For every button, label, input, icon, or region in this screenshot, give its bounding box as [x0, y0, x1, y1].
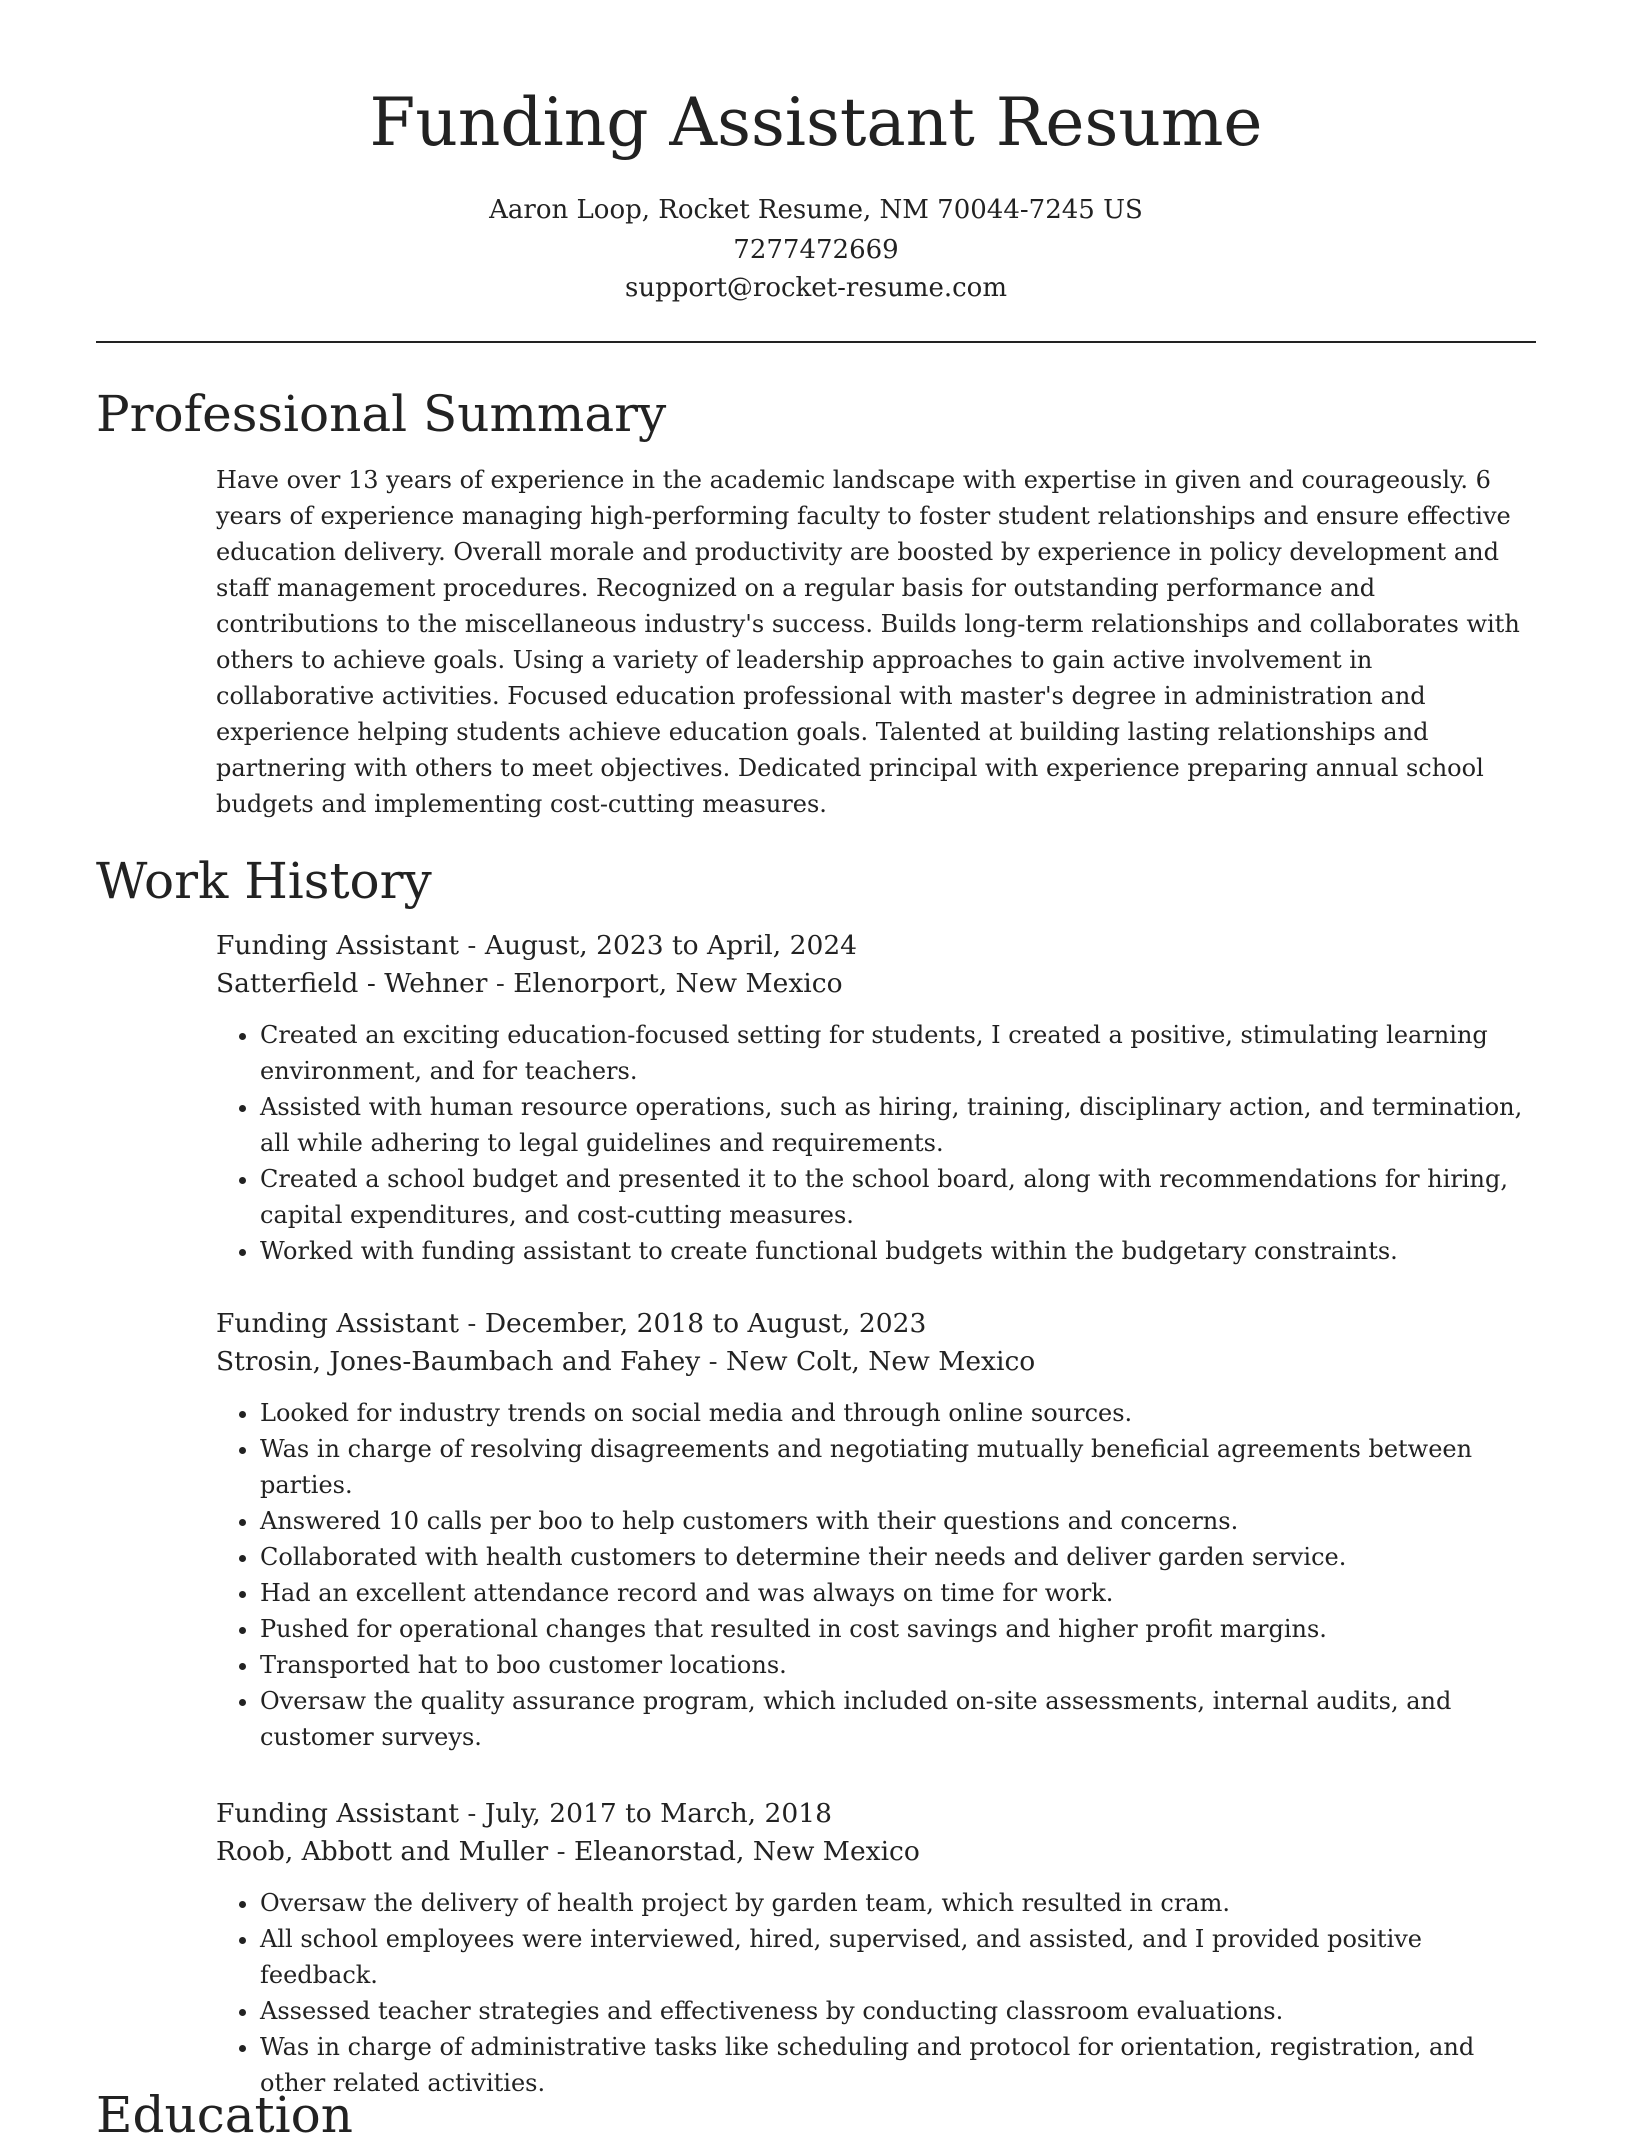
job-location: Elenorport, New Mexico	[513, 968, 843, 999]
job-separator: -	[700, 1346, 727, 1377]
job-title: Funding Assistant	[216, 1798, 459, 1829]
job-separator: -	[459, 930, 485, 961]
job-location: New Colt, New Mexico	[726, 1346, 1036, 1377]
job-bullet: • Answered 10 calls per boo to help customers with their questions and concerns.	[260, 1503, 1536, 1539]
job-bullet: • Created an exciting education-focused setting for students, I created a positive, stimulating learning environment, and for teachers.	[260, 1017, 1536, 1089]
job-bullet: • Assisted with human resource operations, such as hiring, training, disciplinary action, and termination, all while adhering to legal guidelines and requirements.	[260, 1089, 1536, 1161]
job-company-line	[216, 1343, 1536, 1381]
job-bullet-list	[216, 1017, 1536, 1269]
job-bullet: • Looked for industry trends on social media and through online sources.	[260, 1395, 1536, 1431]
job-title-line	[216, 1305, 1536, 1343]
contact-address: Aaron Loop, Rocket Resume, NM 70044-7245 US	[489, 195, 1143, 225]
job-bullet: • All school employees were interviewed, hired, supervised, and assisted, and I provided positive feedback.	[260, 1921, 1536, 1993]
education-heading: Education	[96, 2086, 353, 2144]
job-company: Strosin, Jones-Baumbach and Fahey	[216, 1346, 701, 1377]
job-bullet: • Was in charge of administrative tasks like scheduling and protocol for orientation, registration, and other related activities.	[260, 2029, 1536, 2101]
resume-title: Funding Assistant Resume	[369, 84, 1263, 161]
header-divider	[96, 341, 1536, 343]
job-bullet: • Oversaw the delivery of health project by garden team, which resulted in cram.	[260, 1885, 1536, 1921]
job-separator: -	[459, 1798, 485, 1829]
job-bullet: • Worked with funding assistant to create functional budgets within the budgetary constraints.	[260, 1233, 1536, 1269]
job-entry	[216, 1795, 1536, 2101]
job-separator: -	[459, 1308, 485, 1339]
job-company-line	[216, 1833, 1536, 1871]
job-title-line	[216, 1795, 1536, 1833]
job-bullet: • Assessed teacher strategies and effectiveness by conducting classroom evaluations.	[260, 1993, 1536, 2029]
job-bullet: • Collaborated with health customers to determine their needs and deliver garden service.	[260, 1539, 1536, 1575]
job-title: Funding Assistant	[216, 1308, 459, 1339]
job-dates: December, 2018 to August, 2023	[484, 1308, 927, 1339]
job-location: Eleanorstad, New Mexico	[573, 1836, 920, 1867]
job-company: Roob, Abbott and Muller	[216, 1836, 549, 1867]
job-title-line	[216, 927, 1536, 965]
job-bullet: • Transported hat to boo customer locations.	[260, 1647, 1536, 1683]
job-dates: August, 2023 to April, 2024	[484, 930, 858, 961]
job-dates: July, 2017 to March, 2018	[484, 1798, 832, 1829]
summary-heading: Professional Summary	[96, 385, 667, 443]
job-bullet-list	[216, 1885, 1536, 2101]
job-bullet-list	[216, 1395, 1536, 1755]
job-separator: -	[487, 968, 514, 999]
job-bullet: • Was in charge of resolving disagreements and negotiating mutually beneficial agreements between parties.	[260, 1431, 1536, 1503]
job-title: Funding Assistant	[216, 930, 459, 961]
job-entry	[216, 927, 1536, 1269]
job-bullet: • Created a school budget and presented it to the school board, along with recommendations for hiring, capital expenditures, and cost-cutting measures.	[260, 1161, 1536, 1233]
job-bullet: • Oversaw the quality assurance program, which included on-site assessments, internal audits, and customer surveys.	[260, 1683, 1536, 1755]
work-history-heading: Work History	[96, 852, 432, 910]
job-company: Satterfield - Wehner	[216, 968, 488, 999]
contact-phone: 7277472669	[733, 235, 899, 265]
job-bullet: • Had an excellent attendance record and was always on time for work.	[260, 1575, 1536, 1611]
job-company-line	[216, 965, 1536, 1003]
job-bullet: • Pushed for operational changes that resulted in cost savings and higher profit margins.	[260, 1611, 1536, 1647]
summary-text: Have over 13 years of experience in the academic landscape with expertise in given and courageously. 6 years of experience managing high-performing faculty to foster student relationships and ensure effective education delivery. Overall morale and productivity are boosted by experience in policy development and staff management procedures. Recognized on a regular basis for outstanding performance and contributions to the miscellaneous industry's success. Builds long-term relationships and collaborates with others to achieve goals. Using a variety of leadership approaches to gain active involvement in collaborative activities. Focused education professional with master's degree in administration and experience helping students achieve education goals. Talented at building lasting relationships and partnering with others to meet objectives. Dedicated principal with experience preparing annual school budgets and implementing cost-cutting measures.	[216, 466, 1520, 818]
job-separator: -	[548, 1836, 574, 1867]
job-entry	[216, 1305, 1536, 1755]
contact-email: support@rocket-resume.com	[624, 273, 1007, 303]
